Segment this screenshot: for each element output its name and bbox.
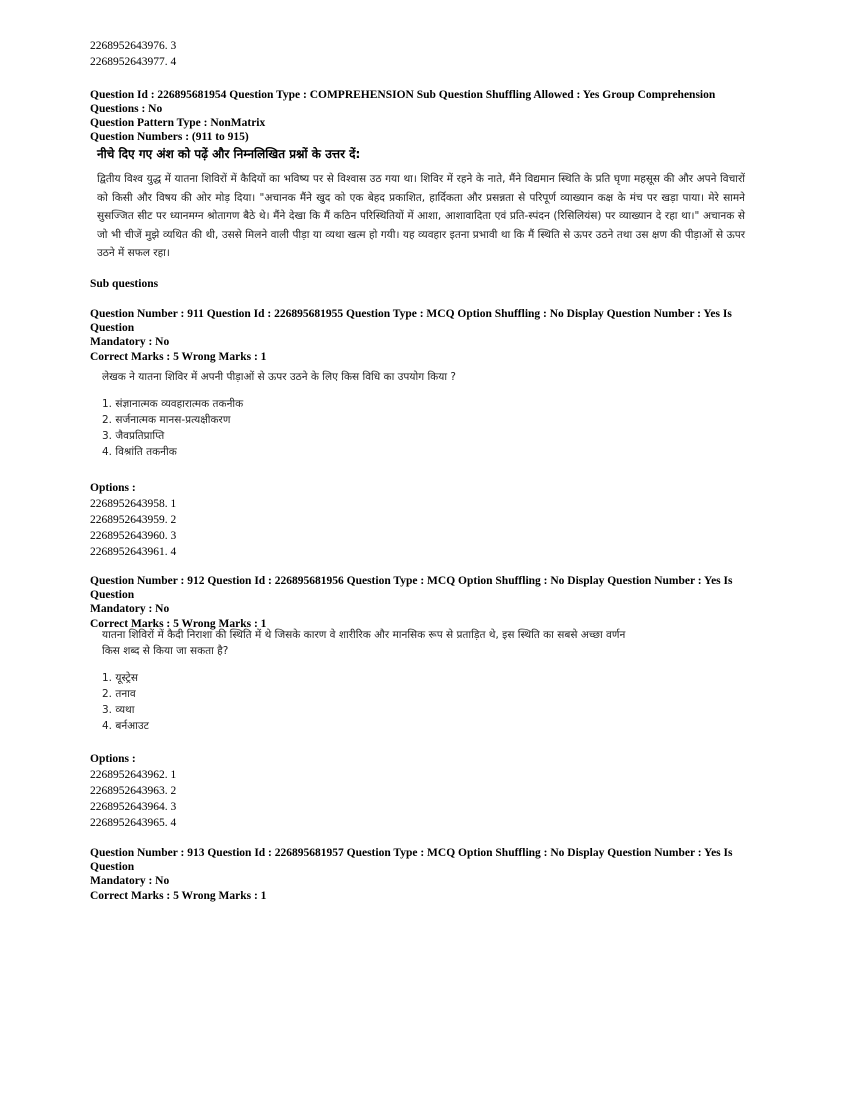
sub-questions-label: Sub questions [90, 278, 159, 290]
choice: 1. संज्ञानात्मक व्यवहारात्मक तकनीक [102, 398, 244, 410]
q912-options [90, 751, 750, 831]
q911-choices [102, 396, 762, 460]
passage: द्वितीय विश्व युद्ध में यातना शिविरों में कैदियों का भविष्य पर से विश्वास उठ गया था। शिविर में रहने के नाते, मैंने विद्यमान स्थिति के प्रति घृणा महसूस की और अपने विचारों को किसी और विषय की ओर मोड़ दिया। "अचानक मैंने खुद को एक बेहद प्रकाशित, हार्दिकता और प्रसन्नता से परिपूर्ण व्याख्यान कक्ष के मंच पर खड़ा पाया। मेरे सामने सुसज्जित सीट पर ध्यानमग्न श्रोतागण बैठे थे। मैंने देखा कि मैं कठिन परिस्थितियों में आशा, आशावादिता एवं प्रति-स्पंदन (रिसिलियंस) पर व्याख्यान दे रहा था।" अचानक से जो भी चीजें मुझे व्यथित की थी, उससे मिलने वाली पीड़ा या व्यथा खत्म हो गयी। यह व्यवहार इतना प्रभावी था कि मैं स्थिति से ऊपर उठने तथा उस क्षण की पीड़ाओं से ऊपर उठने में सफल रहा। [97, 173, 745, 259]
q911-options [90, 480, 750, 560]
marks: Correct Marks : 5 Wrong Marks : 1 [90, 890, 267, 902]
q911-text: लेखक ने यातना शिविर में अपनी पीड़ाओं से ऊपर उठने के लिए किस विधि का उपयोग किया ? [102, 371, 456, 383]
meta-line: Mandatory : No [90, 603, 170, 615]
choice: 4. विश्रांति तकनीक [102, 446, 177, 458]
marks: Correct Marks : 5 Wrong Marks : 1 [90, 618, 267, 630]
q913-meta [90, 846, 750, 903]
q912-meta [90, 574, 750, 631]
options-label: Options : [90, 482, 136, 494]
option-id: 2268952643960. 3 [90, 530, 177, 542]
question-line: किस शब्द से किया जा सकता है? [102, 645, 229, 657]
meta-line: Question Number : 911 Question Id : 226895681955 Question Type : MCQ Option Shuffling : No Display Question Number : Yes Is Question [90, 308, 732, 334]
choice: 2. तनाव [102, 688, 136, 700]
option-id: 2268952643965. 4 [90, 817, 177, 829]
choice: 2. सर्जनात्मक मानस-प्रत्यक्षीकरण [102, 414, 231, 426]
option-id: 2268952643959. 2 [90, 514, 177, 526]
option-id: 2268952643976. 3 [90, 40, 177, 52]
question-numbers: Question Numbers : (911 to 915) [90, 131, 249, 143]
q911-meta [90, 307, 750, 364]
question-line: यातना शिविरों में कैदी निराशा की स्थिति में थे जिसके कारण वे शारीरिक और मानसिक रूप से प्रताड़ित थे, इस स्थिति का सबसे अच्छा वर्णन [102, 629, 626, 641]
option-id: 2268952643958. 1 [90, 498, 177, 510]
meta-line: Question Number : 913 Question Id : 226895681957 Question Type : MCQ Option Shuffling : No Display Question Number : Yes Is Question [90, 847, 733, 873]
meta-line: Question Number : 912 Question Id : 226895681956 Question Type : MCQ Option Shuffling : No Display Question Number : Yes Is Question [90, 575, 733, 601]
meta-line: Question Pattern Type : NonMatrix [90, 117, 266, 129]
q912-choices [102, 670, 762, 734]
meta-line: Question Id : 226895681954 Question Type : COMPREHENSION Sub Question Shuffling Allowed : Yes Group Comprehension Questions : No [90, 89, 716, 115]
meta-line: Mandatory : No [90, 336, 170, 348]
top-options [90, 38, 750, 70]
option-id: 2268952643977. 4 [90, 56, 177, 68]
option-id: 2268952643962. 1 [90, 769, 177, 781]
option-id: 2268952643961. 4 [90, 546, 177, 558]
comprehension-meta [90, 88, 750, 144]
option-id: 2268952643963. 2 [90, 785, 177, 797]
choice: 3. व्यथा [102, 704, 135, 716]
choice: 1. यूस्ट्रेस [102, 672, 138, 684]
choice: 4. बर्नआउट [102, 720, 149, 732]
meta-line: Mandatory : No [90, 875, 170, 887]
options-label: Options : [90, 753, 136, 765]
marks: Correct Marks : 5 Wrong Marks : 1 [90, 351, 267, 363]
q912-text [102, 627, 762, 659]
option-id: 2268952643964. 3 [90, 801, 177, 813]
choice: 3. जैवप्रतिप्राप्ति [102, 430, 165, 442]
instruction: नीचे दिए गए अंश को पढ़ें और निम्नलिखित प्रश्नों के उत्तर दें: [97, 147, 361, 161]
